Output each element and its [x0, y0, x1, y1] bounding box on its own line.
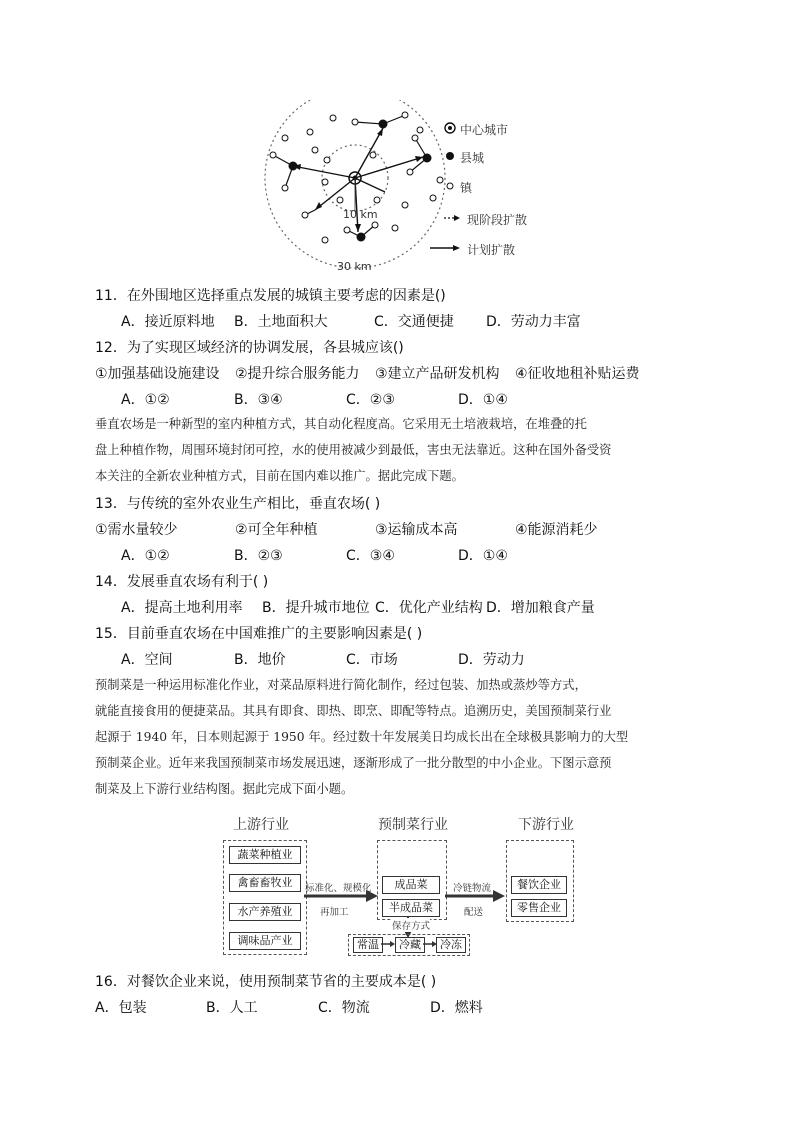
legend-planned-spread: 计划扩散	[467, 243, 516, 257]
city-spread-map	[255, 100, 555, 275]
q13-option-a: A．①②	[121, 548, 170, 564]
q15-option-b: B．地价	[234, 652, 286, 668]
q13-stem: 13．与传统的室外农业生产相比，垂直农场( )	[95, 496, 381, 512]
passage1-line-3: 本关注的全新农业种植方式，目前在国内难以推广。据此完成下题。	[95, 469, 464, 483]
q13-item-2: ②可全年种植	[235, 522, 318, 538]
q15-option-d: D．劳动力	[458, 652, 525, 668]
downstream-item-2: 零售企业	[511, 899, 567, 917]
legend-county: 县城	[460, 151, 485, 165]
map-inner-radius: 10 km	[343, 208, 378, 221]
q16-option-b: B．人工	[206, 1000, 258, 1016]
passage2-line-1: 预制菜是一种运用标准化作业，对菜品原料进行简化制作，经过包装、加热或蒸炒等方式，	[95, 678, 587, 692]
q13-item-4: ④能源消耗少	[515, 522, 598, 538]
legend-current-spread: 现阶段扩散	[467, 213, 528, 227]
legend-town: 镇	[460, 181, 473, 195]
q13-option-b: B．②③	[234, 548, 283, 564]
upstream-item-3: 水产养殖业	[229, 903, 301, 921]
arrow2-label-bottom: 配送	[464, 907, 484, 918]
map-outer-radius: 30 km	[337, 260, 372, 273]
industry-structure-diagram	[220, 810, 590, 960]
storage-item-3: 冷冻	[436, 937, 466, 953]
arrow1-label-top: 标准化、规模化	[305, 883, 372, 894]
storage-link-1	[381, 939, 395, 949]
q11-option-c: C．交通便捷	[374, 314, 454, 330]
q14-option-a: A．提高土地利用率	[121, 600, 243, 616]
upstream-item-2: 禽畜畜牧业	[229, 874, 301, 892]
q14-option-d: D．增加粮食产量	[486, 600, 595, 616]
q12-option-d: D．①④	[458, 392, 508, 408]
q15-option-c: C．市场	[346, 652, 398, 668]
q14-option-c: C．优化产业结构	[375, 600, 483, 616]
q11-option-b: B．土地面积大	[234, 314, 328, 330]
passage2-line-3: 起源于 1940 年，日本则起源于 1950 年。经过数十年发展美日均成长出在全球极具影响力的大型	[95, 730, 629, 744]
q16-option-c: C．物流	[318, 1000, 370, 1016]
passage1-line-1: 垂直农场是一种新型的室内种植方式，其自动化程度高。它采用无土培液栽培，在堆叠的托	[95, 417, 587, 431]
storage-item-1: 常温	[353, 937, 383, 953]
prefab-title: 预制菜行业	[378, 817, 448, 833]
legend-center-city: 中心城市	[460, 123, 509, 137]
passage2-line-5: 制菜及上下游行业结构图。据此完成下面小题。	[95, 782, 354, 796]
passage2-line-4: 预制菜企业。近年来我国预制菜市场发展迅速，逐渐形成了一批分散型的中小企业。下图示意预	[95, 756, 612, 770]
upstream-item-4: 调味品产业	[229, 932, 301, 950]
q12-stem: 12．为了实现区域经济的协调发展，各县城应该()	[95, 340, 404, 356]
q16-option-a: A．包装	[95, 1000, 147, 1016]
q12-item-3: ③建立产品研发机构	[375, 366, 500, 382]
arrow1-label-bottom: 再加工	[320, 907, 349, 918]
upstream-title: 上游行业	[233, 817, 289, 833]
q12-item-2: ②提升综合服务能力	[235, 366, 360, 382]
storage-label: 保存方式	[392, 918, 430, 932]
q15-stem: 15．目前垂直农场在中国难推广的主要影响因素是( )	[95, 626, 423, 642]
prefab-item-1: 成品菜	[382, 876, 440, 894]
passage2-line-2: 就能直接食用的便捷菜品。其具有即食、即热、即烹、即配等特点。追溯历史，美国预制菜行业	[95, 704, 612, 718]
storage-link-2	[423, 939, 437, 949]
q14-option-b: B．提升城市地位	[262, 600, 370, 616]
q12-item-1: ①加强基础设施建设	[95, 366, 220, 382]
downstream-item-1: 餐饮企业	[511, 876, 567, 894]
q11-option-a: A．接近原料地	[121, 314, 215, 330]
q13-option-d: D．①④	[458, 548, 508, 564]
q14-stem: 14．发展垂直农场有利于( )	[95, 574, 269, 590]
q15-option-a: A．空间	[121, 652, 173, 668]
passage1-line-2: 盘上种植作物，周围环境封闭可控，水的使用被减少到最低，害虫无法靠近。这种在国外备受资	[95, 443, 612, 457]
q12-option-a: A．①②	[121, 392, 170, 408]
q13-item-1: ①需水量较少	[95, 522, 178, 538]
q11-stem: 11．在外围地区选择重点发展的城镇主要考虑的因素是()	[95, 288, 446, 304]
q13-item-3: ③运输成本高	[375, 522, 458, 538]
q12-item-4: ④征收地租补贴运费	[515, 366, 640, 382]
q16-stem: 16．对餐饮企业来说，使用预制菜节省的主要成本是( )	[95, 974, 437, 990]
q13-option-c: C．③④	[346, 548, 395, 564]
downstream-title: 下游行业	[518, 817, 574, 833]
q16-option-d: D．燃料	[430, 1000, 483, 1016]
arrow2-label-top: 冷链物流	[453, 883, 492, 894]
q11-option-d: D．劳动力丰富	[486, 314, 581, 330]
upstream-item-1: 蔬菜种植业	[229, 846, 301, 864]
storage-item-2: 冷藏	[395, 937, 425, 953]
q12-option-c: C．②③	[346, 392, 395, 408]
q12-option-b: B．③④	[234, 392, 283, 408]
prefab-item-2: 半成品菜	[382, 899, 440, 917]
